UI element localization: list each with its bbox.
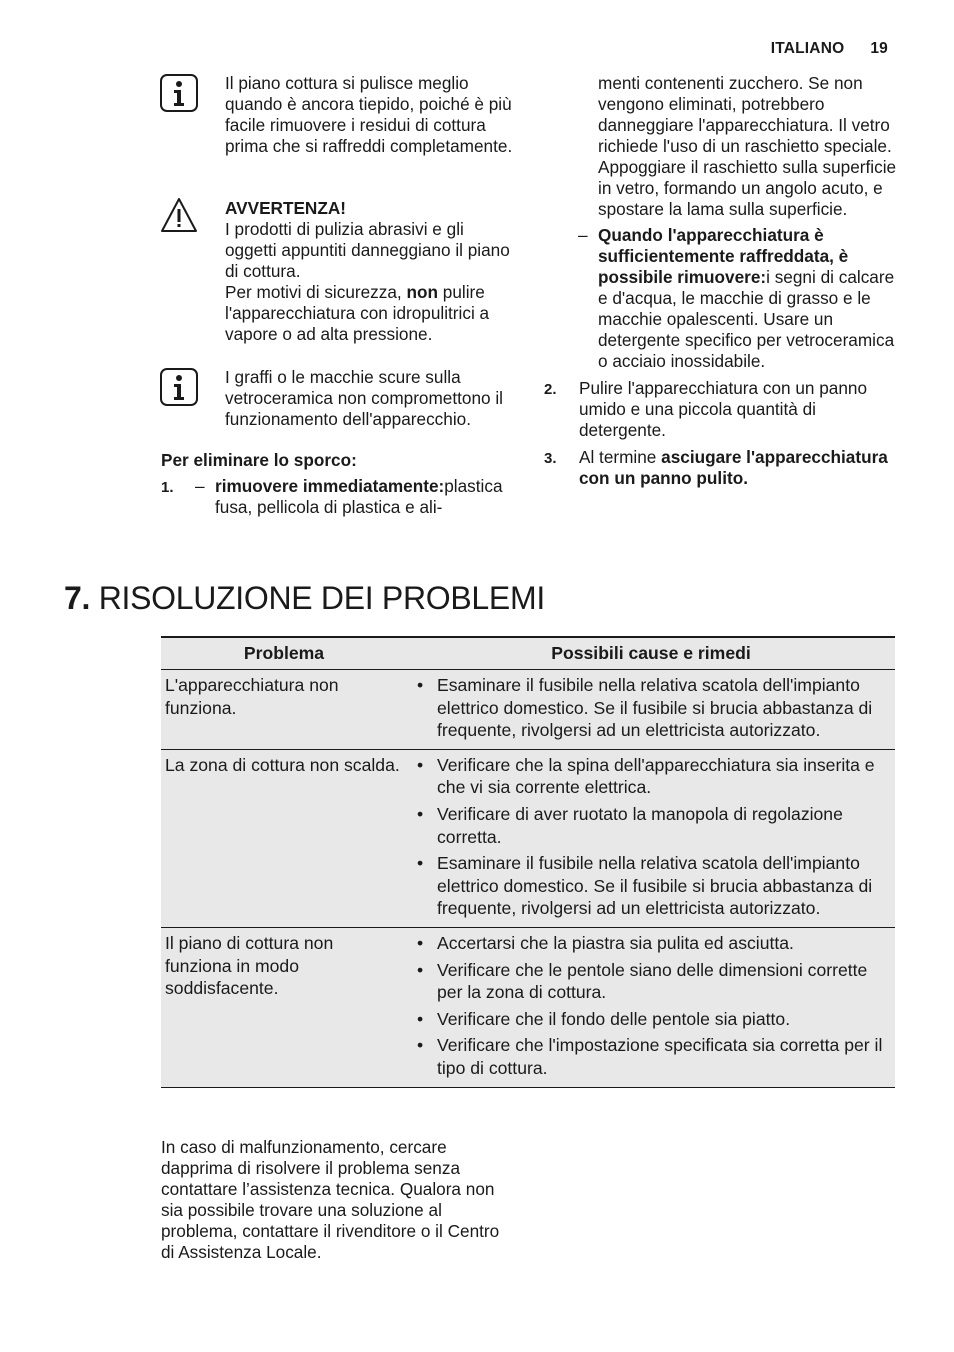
- step-1-continuation: menti contenenti zucchero. Se non vengono eliminati, potrebbero danneggiare l'apparecchiatura. Il vetro richiede l'uso di un raschietto speciale. Appoggiare il raschietto sulla superficie in vetro, formando un angolo acuto, e spostare la lama sulla superficie.: [598, 73, 897, 219]
- table-row: [161, 749, 895, 927]
- column-header-remedies: Possibili cause e rimedi: [407, 637, 895, 670]
- assistance-note: In caso di malfunzionamento, cercare dapprima di risolvere il problema senza contattare l’assistenza tecnica. Qualora non sia possibile trovare una soluzione al problema, contattare il rivenditore o il Centro di Assistenza Locale.: [161, 1137, 500, 1262]
- section-title: [64, 578, 545, 618]
- cleaning-step-2: 2. Pulire l'apparecchiatura con un panno umido e una piccola quantità di detergente.: [544, 378, 868, 440]
- section-title-text: RISOLUZIONE DEI PROBLEMI: [98, 580, 545, 616]
- cleaning-steps-continued: [544, 73, 900, 489]
- warning-icon: [160, 197, 198, 233]
- info-icon: [160, 74, 198, 112]
- step-1-dash-item: – rimuovere immediatamente:plastica fusa, pellicola di plastica e ali-: [195, 476, 503, 517]
- troubleshooting-table: [161, 636, 895, 1088]
- remedy-item: • Esaminare il fusibile nella relativa scatola dell'impianto elettrico domestico. Se il fusibile si brucia abbastanza di frequente, rivolgersi ad un elettricista autorizzato.: [411, 852, 889, 920]
- column-header-problem: Problema: [161, 637, 407, 670]
- remedy-item: • Accertarsi che la piastra sia pulita ed asciutta.: [411, 932, 889, 955]
- cleaning-subheading: Per eliminare lo sporco:: [161, 450, 357, 470]
- remedy-item: • Esaminare il fusibile nella relativa scatola dell'impianto elettrico domestico. Se il fusibile si brucia abbastanza di frequente, rivolgersi ad un elettricista autorizzato.: [411, 674, 889, 742]
- remedy-item: • Verificare di aver ruotato la manopola di regolazione corretta.: [411, 803, 889, 848]
- remedy-item: • Verificare che le pentole siano delle dimensioni corrette per la zona di cottura.: [411, 959, 889, 1004]
- section-number: 7.: [64, 580, 91, 616]
- table-header-row: [161, 637, 895, 670]
- warning-safety-text: Per motivi di sicurezza, non pulire l'apparecchiatura con idropulitrici a vapore o ad alta pressione.: [225, 282, 490, 344]
- info-note-cleaning: Il piano cottura si pulisce meglio quando è ancora tiepido, poiché è più facile rimuovere i residui di cottura prima che si raffreddi completamente.: [225, 73, 513, 156]
- step-1-dash-item-2: – Quando l'apparecchiatura è sufficientemente raffreddata, è possibile rimuovere:i segni di calcare e d'acqua, le macchie di grasso e le macchie opalescenti. Usare un detergente specifico per vetroceramica o acciaio inossidabile.: [578, 225, 895, 371]
- remedy-item: • Verificare che l'impostazione specificata sia corretta per il tipo di cottura.: [411, 1034, 889, 1079]
- remedies-cell: [407, 927, 895, 1087]
- warning-title: AVVERTENZA!: [225, 198, 346, 218]
- remedy-item: • Verificare che il fondo delle pentole sia piatto.: [411, 1008, 889, 1031]
- info-icon: [160, 368, 198, 406]
- info-note-scratches: I graffi o le macchie scure sulla vetroceramica non compromettono il funzionamento dell'apparecchio.: [225, 367, 503, 429]
- remedies-cell: [407, 670, 895, 750]
- cleaning-step-1: [161, 476, 515, 518]
- page-number: 19: [870, 40, 888, 57]
- table-row: [161, 670, 895, 750]
- remedy-item: • Verificare che la spina dell'apparecchiatura sia inserita e che vi sia corrente elettrica.: [411, 754, 889, 799]
- problem-cell: L'apparecchiatura non funziona.: [161, 670, 407, 750]
- table-row: [161, 927, 895, 1087]
- page-header: [771, 38, 888, 59]
- warning-note: [225, 198, 517, 345]
- problem-cell: Il piano di cottura non funziona in modo soddisfacente.: [161, 927, 407, 1087]
- cleaning-step-3: 3. Al termine asciugare l'apparecchiatura con un panno pulito.: [544, 447, 888, 488]
- remedies-cell: [407, 749, 895, 927]
- problem-cell: La zona di cottura non scalda.: [161, 749, 407, 927]
- step-number: 1.: [161, 479, 174, 496]
- warning-text: I prodotti di pulizia abrasivi e gli oggetti appuntiti danneggiano il piano di cottura.: [225, 219, 510, 281]
- language-label: ITALIANO: [770, 40, 845, 57]
